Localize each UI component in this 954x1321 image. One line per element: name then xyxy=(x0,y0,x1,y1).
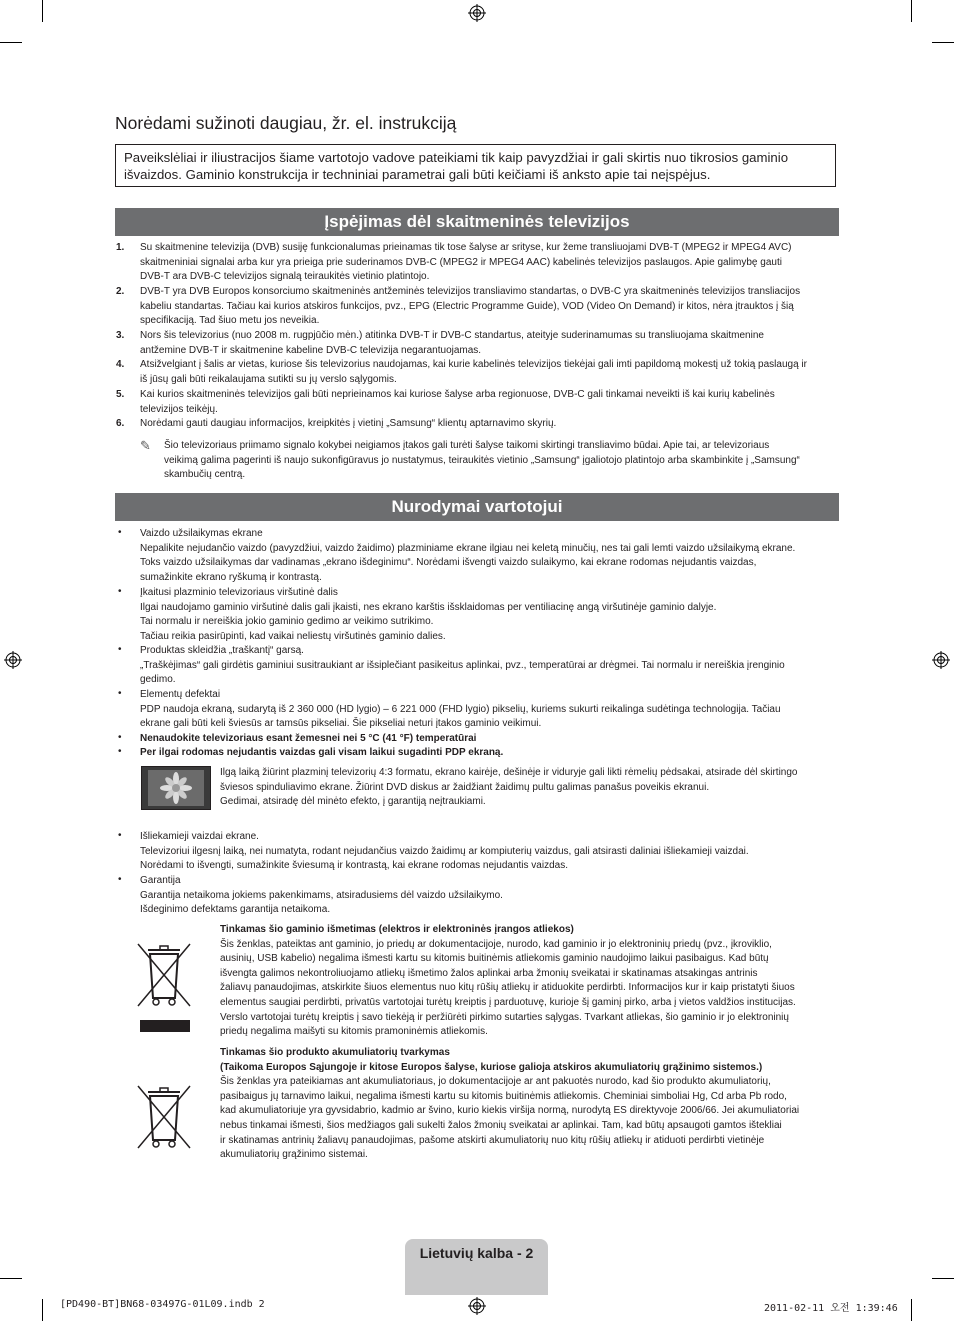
line: Su skaitmenine televizija (DVB) susiję funkcionalumas prieinamas tik tose šalyse ar srityse, kur žeme transliuojami DVB-T (MPEG2 ir MPEG4 AVC) xyxy=(140,242,792,253)
weee-disposal-text xyxy=(220,923,840,1040)
registration-mark-icon xyxy=(4,651,22,669)
item-title: Išliekamieji vaizdai ekrane. xyxy=(140,831,259,842)
line: specifikaciją. Tad šiuo metu jos neveikia. xyxy=(140,315,320,327)
print-slug-date: 2011-02-11 오전 1:39:46 xyxy=(764,1303,898,1314)
crop-mark xyxy=(0,42,22,43)
line: DVB-T yra DVB Europos konsorciumo skaitmeninės antžeminės televizijos transliavimo standartas, o DVB-C yra skaitmeninės televizijos transliacijos xyxy=(140,286,801,297)
line: ir skatinamas antrinių žaliavų panaudojimas, pašome atskirti akumuliatorių nuo kitų rūšių atliekų ir atiduoti perdirbti vietinėje xyxy=(220,1134,765,1146)
list-item xyxy=(140,874,840,918)
line: DVB-T ara DVB-C televizijos signalą teiraukitės vietinio platintojo. xyxy=(140,271,430,283)
crossed-bin-battery-icon xyxy=(134,1082,194,1152)
line: antžemine DVB-T ir skaitmenine kabeline DVB-C televizija negarantuojamas. xyxy=(140,344,482,356)
list-number: 6. xyxy=(116,418,125,429)
bullet: • xyxy=(118,830,122,841)
line: Šio televizoriaus priimamo signalo kokybei neigiamos įtakos gali turėti šalyse taikomi skirtingi transliavimo būdai. Apie tai, ar televizoriaus xyxy=(164,440,770,451)
line: kabeliu standartas. Tačiau kai kurios atskiros funkcijos, pvz., EPG (Electric Programme Guide), VOD (Video On Demand) ir kitos, nėra įtrauktos į šią xyxy=(140,300,794,312)
note xyxy=(164,439,840,483)
list-item xyxy=(140,285,840,329)
line: pasibaigus jų tarnavimo laikui, negalima išmesti kartu su kitomis buitinėmis atliekomis. Cheminiai simboliai Hg, Cd arba Pb rodo, xyxy=(220,1090,787,1102)
list-item xyxy=(140,830,840,874)
line: priedų negalima maišyti su kitomis pramoninėmis atliekomis. xyxy=(220,1026,488,1038)
list-item xyxy=(140,358,840,387)
flower-icon xyxy=(148,770,204,806)
line: skaitmeniniai signalai arba kur yra prieiga prie suderinamos DVB-C (MPEG2 ir MPEG4 AAC) kabelinės televizijos paslaugos. Apie galimybę gauti xyxy=(140,256,782,268)
line: skambučių centrą. xyxy=(164,469,246,481)
bullet: • xyxy=(118,874,122,885)
battery-disposal-text xyxy=(220,1046,840,1163)
list-number: 5. xyxy=(116,389,125,400)
item-title: Tinkamas šio produkto akumuliatorių tvarkymas xyxy=(220,1047,450,1058)
line: Toks vaizdo užsilaikymas dar vadinamas „ekrano išdeginimu“. Norėdami išvengti vaizdo sulaikymo, kai ekrane rodomas nejudantis vaizdas, xyxy=(140,557,757,569)
item-title: Įkaitusi plazminio televizoriaus viršutinė dalis xyxy=(140,587,338,598)
line: ausinių, USB kabelio) negalima išmesti kartu su kitomis buitinėmis atliekomis gaminio naudojimo laikui pasibaigus. Kad būtų xyxy=(220,953,769,965)
line: Ilgai naudojamo gaminio viršutinė dalis gali įkaisti, nes ekrano karštis išsklaidomas per ventiliacinę angą viršutinėje gaminio dalyje. xyxy=(140,601,717,613)
list-item xyxy=(140,417,840,432)
bullet: • xyxy=(118,644,122,655)
list-item xyxy=(140,388,840,417)
line: televizijos teikėjų. xyxy=(140,403,218,415)
registration-mark-icon xyxy=(468,4,486,22)
bullet: • xyxy=(118,688,122,699)
line: sumažinkite ekrano ryškumą ir kontrastą. xyxy=(140,571,322,583)
list-item xyxy=(140,527,840,585)
line: Norėdami gauti daugiau informacijos, kreipkitės į vietinį „Samsung“ klientų aptarnavimo skyrių. xyxy=(140,418,557,429)
line: Verslo vartotojai turėtų kreiptis į savo tiekėją ir peržiūrėti pirkimo sutarties sąlygas. Tvarkant atliekas, šio gaminio ir jo elektroninių xyxy=(220,1011,789,1023)
line: žaliavų panaudojimas, atskirkite šiuos elementus nuo kitų rūšių atliekų ir atiduokite perdirbti. Informacijos kur ir kaip pristatyti šiuos xyxy=(220,982,795,994)
photo-caption xyxy=(220,766,840,810)
crop-mark xyxy=(932,1278,954,1279)
crop-mark xyxy=(911,1299,912,1321)
item-title: Produktas skleidžia „traškantį“ garsą. xyxy=(140,645,304,656)
item-title: Elementų defektai xyxy=(140,689,221,700)
line: Nepalikite nejudančio vaizdo (pavyzdžiui, vaizdo žaidimo) plazminiame ekrane ilgiau nei keletą minučių, nes tai gali lemti vaizdo užsilaikymą ekrane. xyxy=(140,542,796,554)
line: nebus tinkamai išmesti, šios medžiagos gali sukelti žalos žmonių sveikatai ar aplinkai. Tam, kad būtų apsaugoti gamtos ištekliai xyxy=(220,1119,782,1131)
crop-mark xyxy=(42,0,43,22)
list-item xyxy=(140,329,840,358)
list-number: 3. xyxy=(116,330,125,341)
line: išvengta galimos nekontroliuojamo atliekų išmetimo žalos aplinkai arba žmonių sveikatai ir skatinamas atsakingas antrinis xyxy=(220,967,758,979)
crop-mark xyxy=(42,1299,43,1321)
line: Garantija netaikoma jokiems pakenkimams, atsiradusiems dėl vaizdo užsilaikymo. xyxy=(140,889,503,901)
line: Nors šis televizorius (nuo 2008 m. rugpjūčio mėn.) atitinka DVB-T ir DVB-C standartus, ateityje suderinamumas su transliuojama skaitmenine xyxy=(140,330,764,341)
line: veikimą galima pagerinti iš naujo sukonfigūravus jo nustatymus, teiraukitės vietinio „Samsung“ įgaliotojo platintojo arba skambinkite į „Samsung“ xyxy=(164,454,800,466)
list-item: Per ilgai rodomas nejudantis vaizdas gali visam laikui sugadinti PDP ekraną. xyxy=(140,747,504,758)
list-number: 2. xyxy=(116,286,125,297)
section-title-digital-tv: Įspėjimas dėl skaitmeninės televizijos xyxy=(115,208,839,236)
notice-box: Paveikslėliai ir iliustracijos šiame vartotojo vadove pateikiami tik kaip pavyzdžiai ir gali skirtis nuo tikrosios gaminio išvaizdos. Gaminio konstrukcija ir techniniai parametrai gali būti keičiami iš anksto apie tai neįspėjus. xyxy=(115,144,836,187)
list-item xyxy=(140,586,840,644)
crop-mark xyxy=(932,42,954,43)
list-item xyxy=(140,241,840,285)
line: Išdeginimo defektams garantija netaikoma. xyxy=(140,904,331,916)
crop-mark xyxy=(0,1278,22,1279)
pencil-icon: ✎ xyxy=(140,438,151,453)
item-title: Garantija xyxy=(140,875,181,886)
line: ekrane gali būti keli šviesūs ar tamsūs pikseliai. Šie pikseliai neturi įtakos gaminio veikimui. xyxy=(140,718,542,730)
bullet: • xyxy=(118,527,122,538)
list-number: 1. xyxy=(116,242,125,253)
line: Gedimai, atsiradę dėl minėto efekto, į garantiją neįtraukiami. xyxy=(220,796,486,808)
bullet: • xyxy=(118,586,122,597)
line: kad akumuliatoriuje yra gyvsidabrio, kadmio ar švino, kurio kiekis viršija normą, nurodytą ES direktyvoje 2006/66. Jei akumuliatoriai xyxy=(220,1105,800,1117)
line: Šis ženklas yra pateikiamas ant akumuliatoriaus, jo dokumentacijoje ar ant pakuotės nurodo, kad šio produkto akumuliatorių, xyxy=(220,1076,771,1088)
item-title: Tinkamas šio gaminio išmetimas (elektros ir elektroninės įrangos atliekos) xyxy=(220,924,574,935)
line: Tačiau reikia pasirūpinti, kad vaikai neliestų viršutinės gaminio dalies. xyxy=(140,630,446,642)
crossed-bin-icon xyxy=(134,940,194,1036)
flower-photo-icon xyxy=(141,766,211,810)
line: Televizoriui ilgesnį laiką, nei numatyta, rodant nejudančius vaizdo žaidimų ar kompiuterių vaizdus, gali atsirasti daliniai išliekamieji vaizdai. xyxy=(140,845,749,857)
item-title: Vaizdo užsilaikymas ekrane xyxy=(140,528,263,539)
line: elementus saugiai perdirbti, privatūs vartotojai turėtų kreiptis į parduotuvę, kurioje šį gaminį pirko, arba į vietos valdžios institucijas. xyxy=(220,996,796,1008)
list-item xyxy=(140,688,840,732)
photo-screen xyxy=(148,770,204,806)
list-item xyxy=(140,644,840,688)
line: Tai normalu ir nereiškia jokio gaminio gedimo ar veikimo sutrikimo. xyxy=(140,616,434,628)
line: gedimo. xyxy=(140,674,176,686)
line: Kai kurios skaitmeninės televizijos gali būti neprieinamos kai kuriose šalyse arba regionuose, DVB-C gali tinkamai neveikti iš kai kurių kabelinės xyxy=(140,389,775,400)
line: Ilgą laiką žiūrint plazminį televizorių 4:3 formatu, ekrano kairėje, dešinėje ir viduryje gali likti rėmelių pėdsakai, atsirade dėl skirtingo xyxy=(220,767,798,778)
list-number: 4. xyxy=(116,359,125,370)
list-item: Nenaudokite televizoriaus esant žemesnei nei 5 °C (41 °F) temperatūrai xyxy=(140,733,477,744)
line: šviesos spinduliavimo ekrane. Žiūrint DVD diskus ar žaidžiant žaidimų pultu galimas panašus poveikis ekranui. xyxy=(220,781,710,793)
print-slug-file: [PD490-BT]BN68-03497G-01L09.indb 2 xyxy=(60,1299,265,1310)
page-title: Norėdami sužinoti daugiau, žr. el. instrukciją xyxy=(115,113,457,133)
registration-mark-icon xyxy=(468,1297,486,1315)
line: Atsižvelgiant į šalis ar vietas, kuriose šis televizorius naudojamas, kai kurie kabelinės televizijos tiekėjai gali imti papildomą mokestį už tokią paslaugą ir xyxy=(140,359,807,370)
line: Norėdami to išvengti, sumažinkite šviesumą ir kontrastą, kai ekrane rodomas nejudantis vaizdas. xyxy=(140,860,568,872)
page-number-label: Lietuvių kalba - 2 xyxy=(419,1245,534,1261)
section-title-user-instructions: Nurodymai vartotojui xyxy=(115,493,839,521)
line: Šis ženklas, pateiktas ant gaminio, jo priedų ar dokumentacijoje, nurodo, kad gaminio ir jo elektroninių priedų (pvz., įkroviklio, xyxy=(220,938,772,950)
bullet: • xyxy=(118,732,122,743)
line: akumuliatorių grąžinimo sistemai. xyxy=(220,1149,368,1161)
line: „Traškėjimas“ gali girdėtis gaminiui susitraukiant ar išsiplečiant pasikeitus aplinkai, pvz., temperatūrai ar drėgmei. Tai normalu ir nereiškia įrenginio xyxy=(140,659,785,671)
line: PDP naudoja ekraną, sudarytą iš 2 360 000 (HD lygio) – 6 221 000 (FHD lygio) pikselių, kuriems sukurti reikalinga sudėtinga technologija. Tačiau xyxy=(140,703,781,715)
line: iš jūsų gali būti reikalaujama sutikti su jų verslo sąlygomis. xyxy=(140,373,397,385)
bullet: • xyxy=(118,746,122,757)
crop-mark xyxy=(911,0,912,22)
item-subtitle: (Taikoma Europos Sąjungoje ir kitose Europos šalyse, kuriose galioja atskiros akumuliatorių grąžinimo sistemos.) xyxy=(220,1061,763,1073)
registration-mark-icon xyxy=(932,651,950,669)
